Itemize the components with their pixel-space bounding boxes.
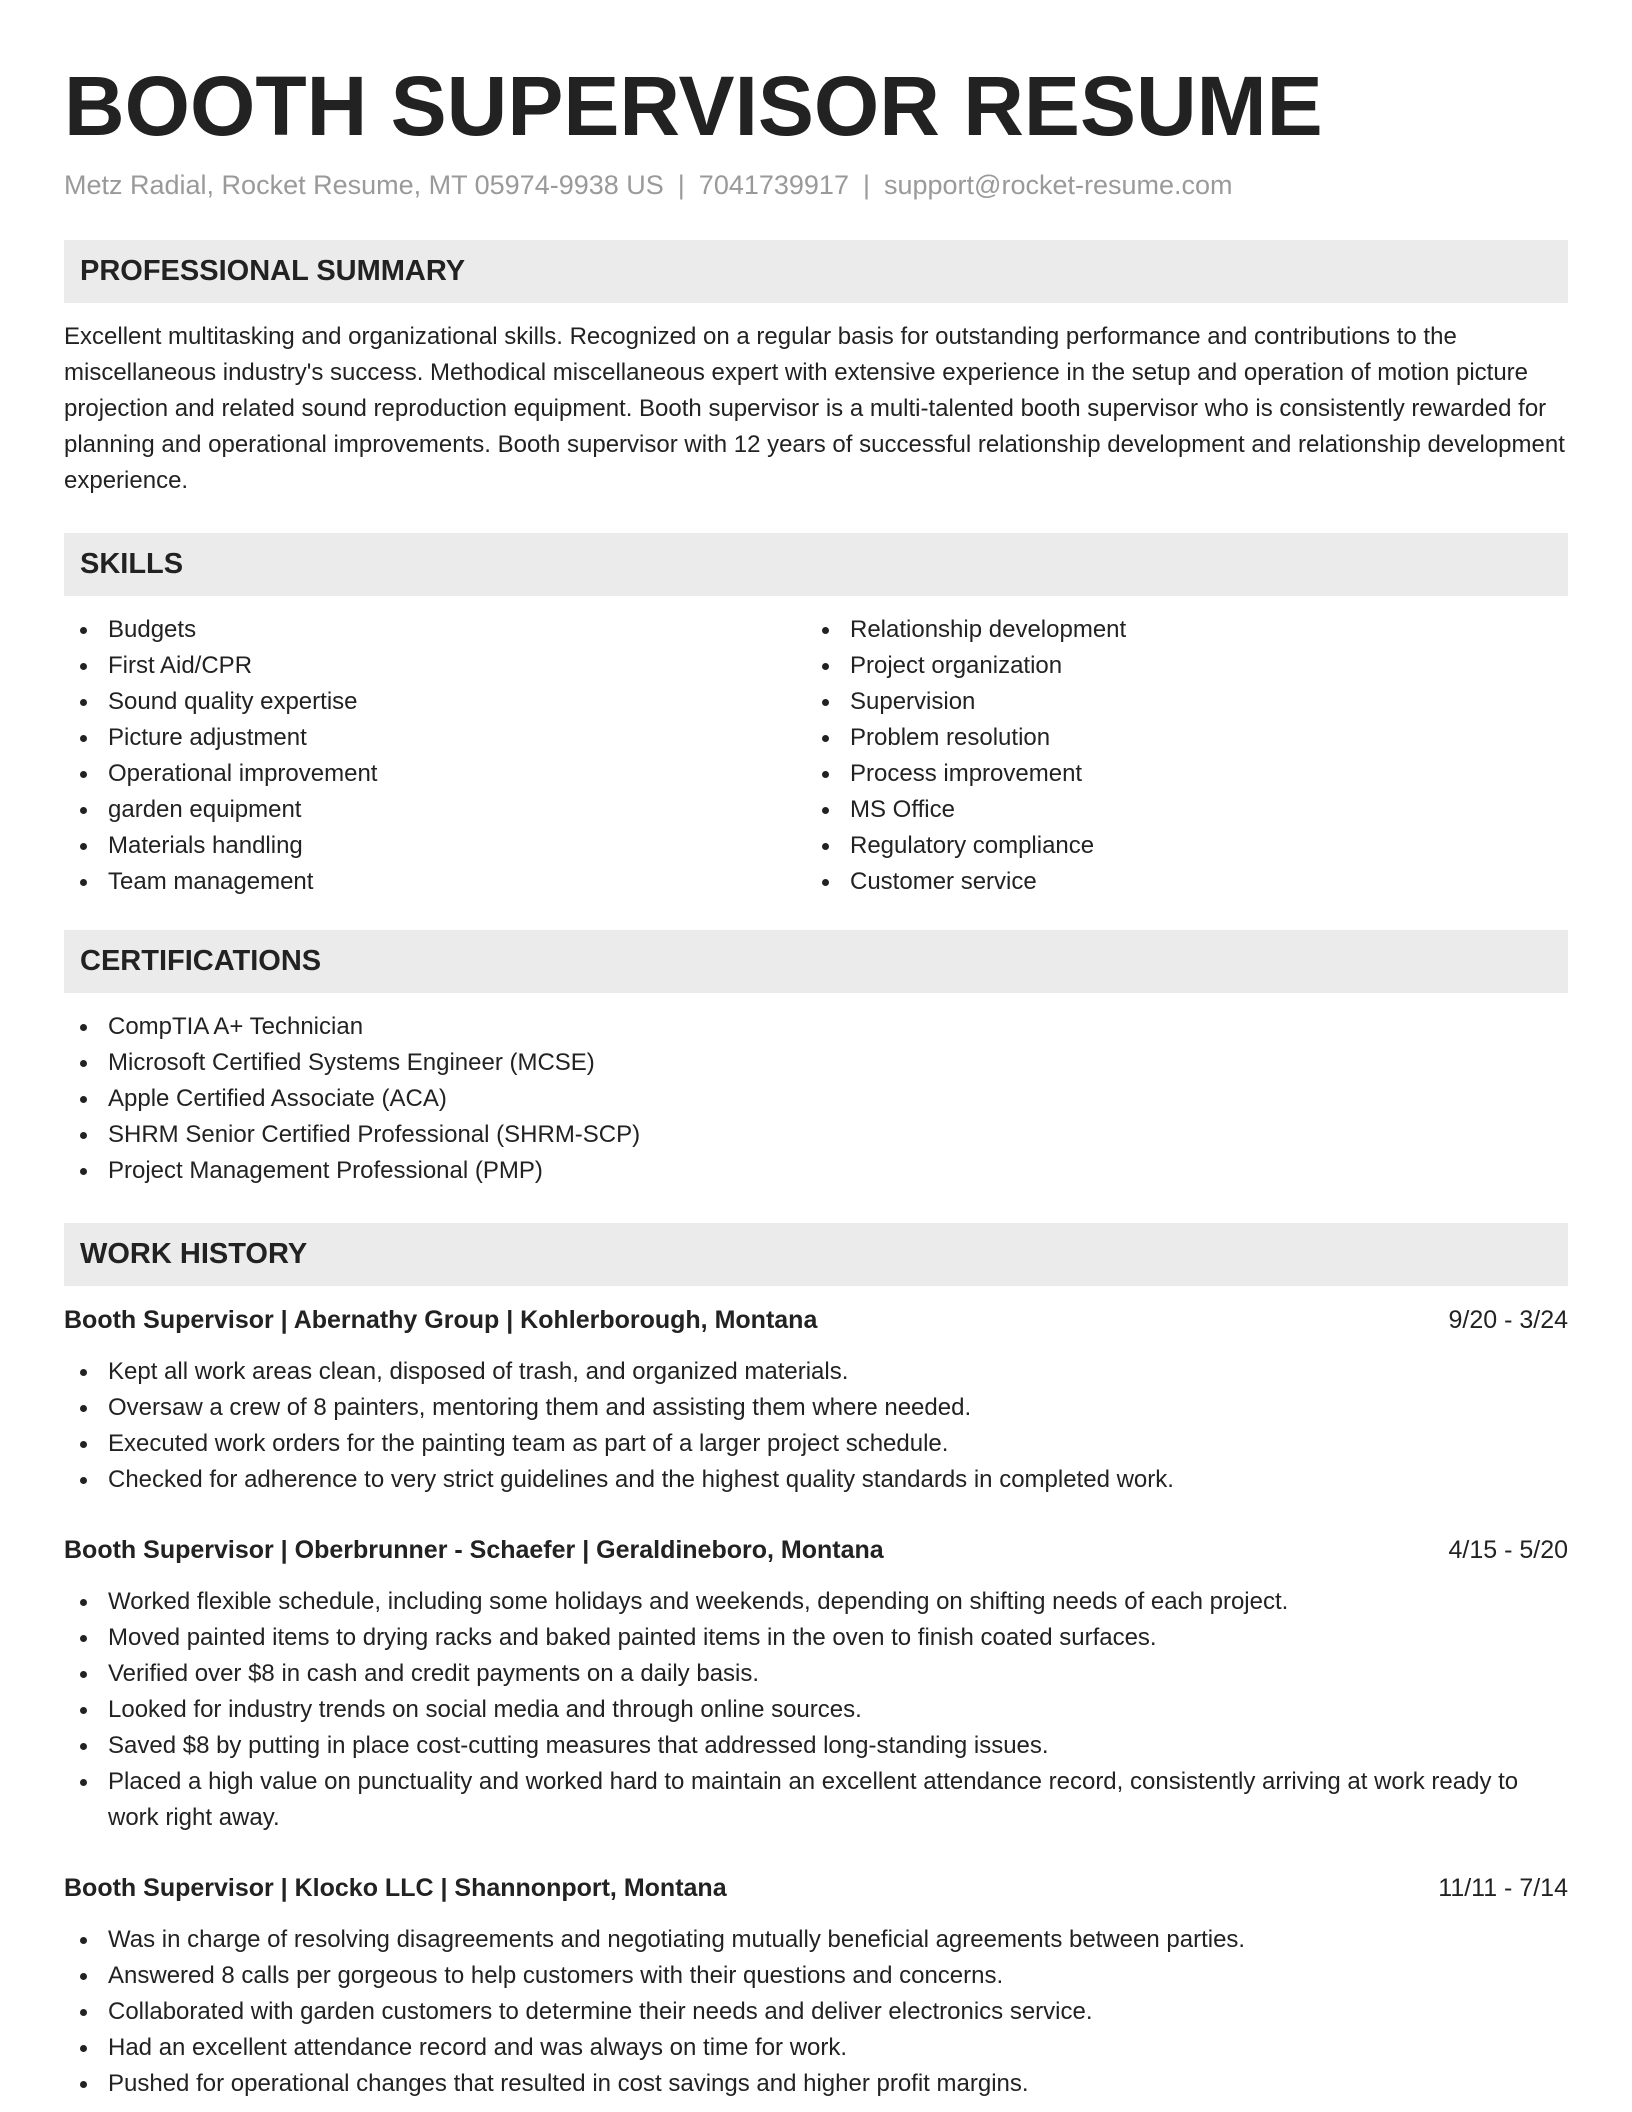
skill-item: Process improvement (806, 756, 1548, 792)
job-bullet: Checked for adherence to very strict guidelines and the highest quality standards in completed work. (64, 1462, 1568, 1498)
work-history-heading: WORK HISTORY (64, 1223, 1568, 1286)
job-bullet: Looked for industry trends on social media and through online sources. (64, 1692, 1568, 1728)
contact-phone: 7041739917 (698, 170, 849, 200)
job-header (64, 1302, 1568, 1338)
job-bullet: Worked flexible schedule, including some holidays and weekends, depending on shifting needs of each project. (64, 1584, 1568, 1620)
job-bullet-list (64, 1922, 1568, 2102)
job-bullet: Oversaw a crew of 8 painters, mentoring them and assisting them where needed. (64, 1390, 1568, 1426)
certification-item: Apple Certified Associate (ACA) (64, 1081, 1568, 1117)
skills-right-list (806, 612, 1548, 900)
skills-heading: SKILLS (64, 533, 1568, 596)
skills-left-list (64, 612, 806, 900)
contact-separator: | (862, 170, 870, 200)
job-bullet: Pushed for operational changes that resulted in cost savings and higher profit margins. (64, 2066, 1568, 2102)
skill-item: Problem resolution (806, 720, 1548, 756)
skill-item: Materials handling (64, 828, 806, 864)
job-bullet: Had an excellent attendance record and was always on time for work. (64, 2030, 1568, 2066)
contact-email[interactable]: support@rocket-resume.com (883, 170, 1233, 200)
job-dates: 11/11 - 7/14 (1438, 1874, 1568, 1902)
skill-item: Picture adjustment (64, 720, 806, 756)
certification-item: Microsoft Certified Systems Engineer (MCSE) (64, 1045, 1568, 1081)
job-bullet: Collaborated with garden customers to determine their needs and deliver electronics service. (64, 1994, 1568, 2030)
skill-item: Customer service (806, 864, 1548, 900)
job-bullet-list (64, 1584, 1568, 1836)
certification-item: Project Management Professional (PMP) (64, 1153, 1568, 1189)
job-bullet-list (64, 1354, 1568, 1498)
job-title: Booth Supervisor | Klocko LLC | Shannonport, Montana (64, 1874, 727, 1902)
contact-address: Metz Radial, Rocket Resume, MT 05974-9938 US (64, 170, 664, 200)
certifications-heading: CERTIFICATIONS (64, 930, 1568, 993)
job-title: Booth Supervisor | Abernathy Group | Kohlerborough, Montana (64, 1306, 818, 1334)
job-entry (64, 1532, 1568, 1836)
job-bullet: Verified over $8 in cash and credit payments on a daily basis. (64, 1656, 1568, 1692)
job-entry (64, 1302, 1568, 1498)
skill-item: Project organization (806, 648, 1548, 684)
job-title: Booth Supervisor | Oberbrunner - Schaefer | Geraldineboro, Montana (64, 1536, 884, 1564)
summary-heading: PROFESSIONAL SUMMARY (64, 240, 1568, 303)
job-dates: 9/20 - 3/24 (1448, 1306, 1568, 1334)
skill-item: garden equipment (64, 792, 806, 828)
resume-title: BOOTH SUPERVISOR RESUME (64, 59, 1323, 153)
job-header (64, 1532, 1568, 1568)
summary-text: Excellent multitasking and organizational skills. Recognized on a regular basis for outstanding performance and contributions to the miscellaneous industry's success. Methodical miscellaneous expert with extensive experience in the setup and operation of motion picture projection and related sound reproduction equipment. Booth supervisor is a multi-talented booth supervisor who is consistently rewarded for planning and operational improvements. Booth supervisor with 12 years of successful relationship development and relationship development experience. (64, 323, 1565, 494)
job-bullet: Executed work orders for the painting team as part of a larger project schedule. (64, 1426, 1568, 1462)
certification-item: CompTIA A+ Technician (64, 1009, 1568, 1045)
contact-line (64, 168, 1568, 202)
resume-page (64, 0, 1568, 2102)
job-dates: 4/15 - 5/20 (1448, 1536, 1568, 1564)
job-bullet: Moved painted items to drying racks and baked painted items in the oven to finish coated surfaces. (64, 1620, 1568, 1656)
certifications-list (64, 1009, 1568, 1189)
contact-separator: | (677, 170, 685, 200)
skills-grid (64, 612, 1568, 900)
job-bullet: Was in charge of resolving disagreements and negotiating mutually beneficial agreements between parties. (64, 1922, 1568, 1958)
job-entry (64, 1870, 1568, 2102)
skill-item: Relationship development (806, 612, 1548, 648)
skill-item: Team management (64, 864, 806, 900)
job-bullet: Answered 8 calls per gorgeous to help customers with their questions and concerns. (64, 1958, 1568, 1994)
skill-item: Budgets (64, 612, 806, 648)
skill-item: Operational improvement (64, 756, 806, 792)
skill-item: First Aid/CPR (64, 648, 806, 684)
job-bullet: Kept all work areas clean, disposed of trash, and organized materials. (64, 1354, 1568, 1390)
certification-item: SHRM Senior Certified Professional (SHRM-SCP) (64, 1117, 1568, 1153)
skill-item: Sound quality expertise (64, 684, 806, 720)
job-header (64, 1870, 1568, 1906)
skill-item: Regulatory compliance (806, 828, 1548, 864)
skill-item: Supervision (806, 684, 1548, 720)
job-bullet: Placed a high value on punctuality and worked hard to maintain an excellent attendance record, consistently arriving at work ready to work right away. (64, 1764, 1568, 1836)
skill-item: MS Office (806, 792, 1548, 828)
job-bullet: Saved $8 by putting in place cost-cutting measures that addressed long-standing issues. (64, 1728, 1568, 1764)
